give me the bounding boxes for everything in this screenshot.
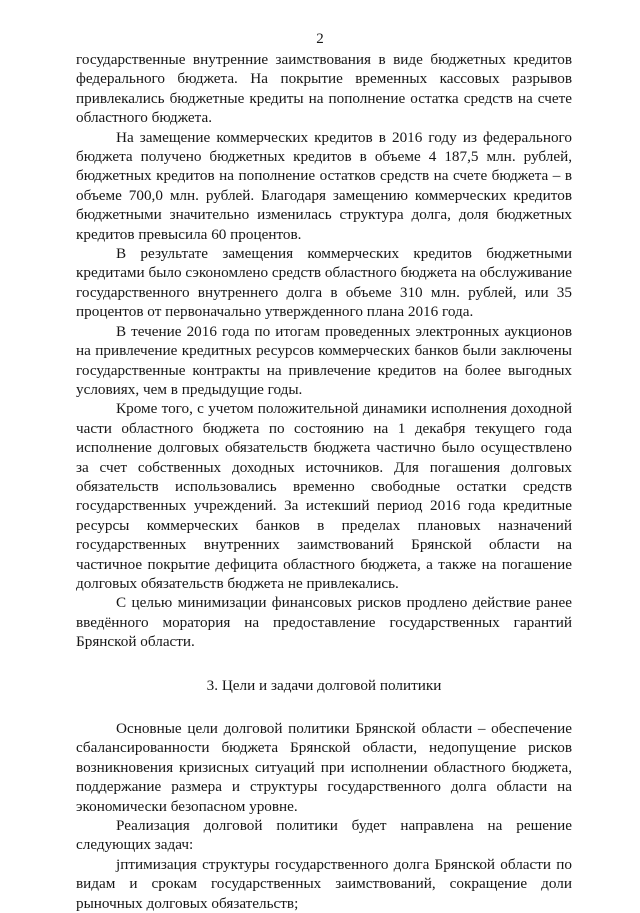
section-heading: 3. Цели и задачи долговой политики (206, 676, 442, 694)
paragraph-7: Основные цели долговой политики Брянской области – обеспечение сбалансированности бюджета Брянской области, недопущение рисков возникновения кризисных ситуаций при исполнении областного бюджета, поддержание размера и структуры государственного долга области на экономически безопасном уровне. (76, 720, 572, 815)
paragraph-4: В течение 2016 года по итогам проведенных электронных аукционов на привлечение кредитных ресурсов коммерческих банков были заключены государственные контракты на привлечение кредитов на более выгодных условиях, чем в предыдущие годы. (76, 322, 572, 398)
document-body (76, 50, 572, 913)
page-number: 2 (316, 31, 324, 47)
paragraph-9: jптимизация структуры государственного долга Брянской области по видам и срокам государственных заимствований, сокращение доли рыночных долговых обязательств; (76, 855, 572, 912)
paragraph-2: На замещение коммерческих кредитов в 2016 году из федерального бюджета получено бюджетных кредитов в объеме 4 187,5 млн. рублей, бюджетных кредитов на пополнение остатков средств на счете бюджета – в объеме 700,0 млн. рублей. Благодаря замещению коммерческих кредитов бюджетными значительно изменилась структура долга, доля бюджетных кредитов превысила 60 процентов. (76, 128, 572, 243)
paragraph-3: В результате замещения коммерческих кредитов бюджетными кредитами было сэкономлено средств областного бюджета на обслуживание государственного внутреннего долга в объеме 310 млн. рублей, или 35 процентов от первоначально утвержденного плана 2016 года. (76, 245, 572, 321)
paragraph-5: Кроме того, с учетом положительной динамики исполнения доходной части областного бюджета по состоянию на 1 декабря текущего года исполнение долговых обязательств бюджета частично было осуществлено за счет собственных доходных источников. Для погашения долговых обязательств использовались временно свободные остатки средств государственных учреждений. За истекший период 2016 года кредитные ресурсы коммерческих банков в пределах плановых назначений государственных внутренних заимствований Брянской области на частичное покрытие дефицита областного бюджета, а также на погашение долговых обязательств бюджета не привлекались. (76, 400, 572, 592)
paragraph-6: С целью минимизации финансовых рисков продлено действие ранее введённого моратория на предоставление государственных гарантий Брянской области. (76, 594, 572, 651)
paragraph-8: Реализация долговой политики будет направлена на решение следующих задач: (76, 817, 572, 854)
paragraph-1: государственные внутренние заимствования в виде бюджетных кредитов федерального бюджета. На покрытие временных кассовых разрывов привлекались бюджетные кредиты на пополнение остатка средств на счете областного бюджета. (76, 51, 572, 127)
